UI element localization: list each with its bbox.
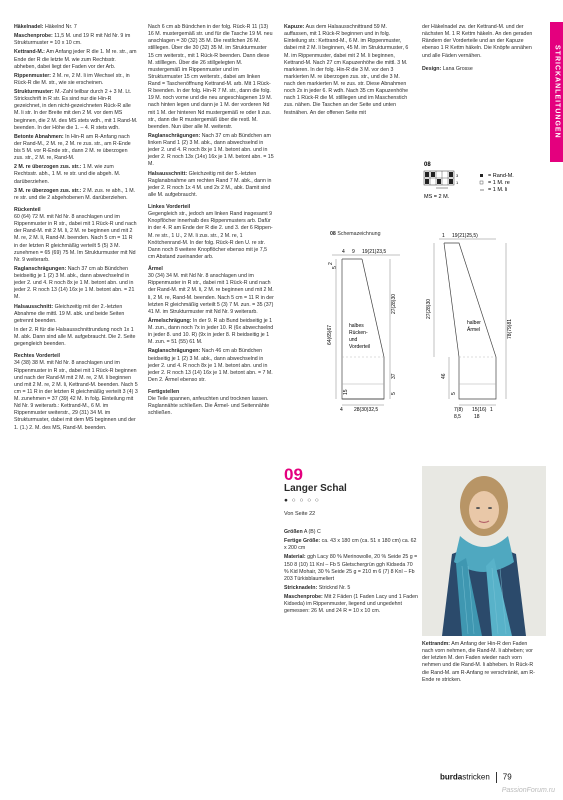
svg-text:5: 5 [332,266,338,269]
section-heading: Linkes Vorderteil [148,204,191,210]
body-text: Am Anfang der Hin-R den Faden nach vorn nehmen, die Rand-M. li abheben; vor der letzten M. den Faden wieder nach vorn nehmen und die Rand-M. li abheben. In Rück-R die Rand-M. am R-Anfang re verschränkt, am R-Ende re stricken. [422,641,535,683]
paragraph [14,207,138,264]
section-heading: Fertigstellen [148,389,180,395]
term: Kettrand-M.: [14,49,45,56]
body-text: Lana Grosse [442,65,473,72]
term: Fertige Größe: [284,538,321,545]
term: Stricknadeln: [284,584,318,591]
body-text: Nach 6 cm ab Bündchen in der folg. Rück-R 11 (13) 16 M. mustergemäß str. und für die Tasche 19 M. neu anschlagen = 30 (32) 35 M. Die restlichen 26 M. stilllegen. Über die 30 (32) 35 M. im Strukturmuster 15 cm weiterstr., mit 1 Rück-R beenden. Dann diese M. stilllegen. Über die 26 stillgelegten M. mustergemäß im Rippenmuster und im Strukturmuster 15 cm weiterstr., dabei am linken Rand = Taschenöffnung Kettrand-M. arb. Mit 1 Rück-R beenden. In der folg. Hin-R 7 M. str., dann die folg. 19 M. noch vorne und die neu angeschlagenen 19 M. nach hinten legen und dann je 1 M. der vorderen Nd mit 1 M. der hinteren Nd mustergemäß re oder li zus. str., dann die R mustergemäß über die restl. M. beenden. Nun über alle M. weiterstr. [148,24,273,130]
body-text: Gleichzeitig mit der 2.-letzten Abnahme die mittl. 19 M. abk. und beide Seiten getrennt beenden. [14,303,125,324]
svg-text:3: 3 [456,173,459,178]
body-text: Am Anfang jeder R die 1. M re. str., am Ende der R die letzte M. wie zum Rechtsstr. abheben, dabei liegt der Faden vor der Arb. [14,49,137,70]
svg-text:19(21)23,5: 19(21)23,5 [362,249,387,255]
paragraph [14,353,138,431]
paragraph [148,171,274,200]
sleeve-label: halber [467,320,481,326]
term: Raglanschrägungen: [148,348,201,355]
paragraph [148,318,274,347]
term: Rippenmuster: [14,72,52,79]
project-subtitle: Von Seite 22 [284,511,316,517]
body-text: A (B) C [303,529,321,535]
paragraph [148,24,274,131]
term: Kapuze: [284,24,305,30]
paragraph [14,24,138,31]
svg-text:1: 1 [442,233,445,239]
paragraph [148,389,274,418]
body-text: In der 2. R für die Halsausschnittrundung noch 1x 1 M. abk. Dann sind alle M. aufgebraucht. Die 2. Seite gegengleich beenden. [14,326,136,348]
svg-text:Vorderteil: Vorderteil [349,344,371,350]
svg-text:78(79)81: 78(79)81 [507,318,513,339]
paragraph [422,66,540,73]
svg-text:15: 15 [343,389,349,395]
body-label: halbes [349,323,364,329]
body-text: Mit 2 Fäden (1 Faden Lacy und 1 Faden Kidseda) im Rippenmuster, liegend und ungedehnt gemessen: 26 M. und 24 R = 10 x 10 cm. [284,594,418,615]
paragraph [284,585,418,592]
section-heading: Rückenteil [14,206,41,213]
legend-item: = 1 M. re [488,180,510,186]
body-text: 60 (64) 72 M. mit Nd Nr. 8 anschlagen und im Rippenmuster in R str., dabei mit 1 Rück-R und nach der Rand-M. mit 2 M. li, 2 M. re beginnen und mit 2 M. re, 2 M. li, Rand-M. beenden. Nach 5 cm = 11 R in der letzten R gleichmäßig verteilt 5 (5) 3 M. zunehmen = 65 (69) 75 M. Im Strukturmuster mit Nd Nr. 9 weiterarb. [14,214,137,263]
body-text: In Hin-R am R-Anfang nach der Rand-M., 2 M. re, 2 M. re zus. str., am R-Ende bis 5 M. vor R-Ende str., dann 2 M. re überzogen zus. str., 2 M. re, Rand-M. [14,133,131,162]
paragraph [422,24,540,60]
section-heading: Ärmel [148,266,163,272]
paragraph [284,594,418,615]
paragraph [14,266,138,302]
body-text: Gleichzeitig mit der 5.-letzten Raglanabnahme am rechten Rand 7 M. abk., dann in jeder 2. R noch 1x 4 M. und 2x 2 M., abk. Damit sind alle M. aufgebraucht. [148,170,272,198]
stitch-chart-grid [424,171,454,185]
svg-text:7(8): 7(8) [454,407,463,413]
paragraph [148,266,274,316]
body-text: Nach 37 cm ab Bündchen am linken Rand 1 (2) 3 M. abk., dann abwechselnd in jeder 2. und 4. R noch 8x je 1 M. betont abn. und in jeder 2. R noch 13x (14x) 16x je 1 M. betont abn. = 15 M. [148,132,274,168]
term: Raglanschrägungen: [14,265,67,272]
body-text: 30 (34) 34 M. mit Nd Nr. 8 anschlagen und im Rippenmuster in R str., dabei mit 1 Rück-R und nach der Rand-M. mit 2 M. li, 2 M. re beginnen und mit 2 M. li, 2 M. re, Rand-M. beenden. Nach 5 cm = 11 R in der letzten R gleichmäßig verteilt 5 (3) 7 M. zun. = 35 (37) 41 M. im Strukturmuster mit Nd Nr. 9 weiterarb. [148,273,274,315]
term: Maschenprobe: [284,594,323,600]
paragraph [14,134,138,163]
page-number: 79 [502,772,512,782]
column-3-bottom [284,529,418,615]
term: Design: [422,65,442,72]
body-text: Die Teile spannen, anfeuchten und trocknen lassen. Raglannähte schließen. Die Ärmel- und Seitennähte schließen. [148,396,270,417]
height-dim: 64(65)67 [327,324,333,345]
body-text: Häkelnd Nr. 7 [44,24,77,30]
body-text: Nach 46 cm ab Bündchen beidseitig je 1 (2) 3 M. abk., dann abwechselnd in jeder 2. und 4. R noch 8x je 1 M. betont abn. und in jeder 2. R noch 13 (14) 16x je 1 M. betont abn. = 7 M. Den 2. Ärmel ebenso str. [148,348,273,383]
paragraph [284,24,412,117]
svg-text:8,5: 8,5 [454,414,461,420]
body-text: der Häkelnadel zw. der Kettrand-M. und der nächsten M. 1 R Kettm häkeln. An den geraden Rändern der Vorderteile und an der Kapuze ebenso 1 R Kettm häkeln. Die Knöpfe annähen und alle Fäden vernähen. [422,24,533,59]
term: 3 M. re überzogen zus. str.: [14,187,82,194]
legend-number: 08 [424,162,431,168]
paragraph [148,348,274,384]
body-piece-outline [342,259,384,399]
column-2 [148,24,274,418]
term: Häkelnadel: [14,24,44,30]
body-text: In der 9. R ab Bund beidseitig je 1 M. zun., dann noch 7x in jeder 10. R (6x abwechselnd in jeder 8. und 10. R) (9x in jeder 8. R beidseitig je 1 M. zun. = 51 (55) 61 M. [148,317,274,346]
body-text: 2 M. zus. re abh., 1 M. re str. und die 2 abgehobenen M. darüberziehen. [14,187,136,201]
svg-text:1: 1 [490,407,493,413]
paragraph [14,49,138,70]
svg-text:15(16): 15(16) [472,407,487,413]
paragraph [14,327,138,348]
paragraph [14,164,138,185]
term: 2 M. re überzogen zus. str.: [14,164,82,171]
svg-text:1: 1 [456,180,459,185]
paragraph [14,73,138,87]
section-heading: Rechtes Vorderteil [14,353,61,360]
svg-text:9: 9 [352,249,355,255]
legend-item: = Rand-M. [488,173,514,179]
model-photo [422,466,546,636]
svg-text:Ärmel: Ärmel [467,327,481,333]
svg-text:27(28)30: 27(28)30 [391,293,397,314]
paragraph [14,33,138,47]
project-title: Langer Schal [284,483,347,494]
term: Größen [284,529,303,535]
body-text: ggh Lacy 80 % Merinowolle, 20 % Seide 25 g = 150 8 (10) 11 Knl – Fb 5 Gletschergrün ggh Kidseda 70 % Kid Mohair, 30 % Seide 25 g = 210 m 6 (7) 8 Knl – Fb 203 Türkisblaumeliert [284,554,418,582]
body-text: Stricknd Nr. 5 [318,584,351,591]
svg-text:18: 18 [474,414,480,420]
svg-text:Rücken-: Rücken- [349,330,368,336]
body-text: ca. 43 x 180 cm (ca. 51 x 180 cm) ca. 62 x 200 cm [284,538,417,552]
paragraph [422,641,540,684]
paragraph [284,529,418,536]
term: Halsausschnitt: [148,170,188,177]
project-number: 09 [284,465,303,484]
watermark: PassionForum.ru [501,787,555,795]
legend-item: = 1 M. li [488,187,508,193]
svg-text:2: 2 [328,262,334,265]
svg-text:5: 5 [391,392,397,395]
svg-text:46: 46 [441,373,447,379]
body-text: 11,5 M. und 19 R mit Nd Nr. 9 im Strukturmuster = 10 x 10 cm. [14,33,131,47]
schematic-drawing [284,229,554,441]
svg-text:27(28)30: 27(28)30 [426,298,432,319]
svg-text:19(21)25,5): 19(21)25,5) [452,233,478,239]
paragraph [14,89,138,132]
body-text: 34 (38) 38 M. mit Nd Nr. 8 anschlagen und im Rippenmuster in R str., dabei mit 1 Rück-R beginnen und nach der Rand-M mit 2 M. re, 2 M. li beginnen und mit 2 M. re, 2 M. li, Kettrand-M. beenden. Nach 5 cm = 11 R in der letzten R gleichmäßig verteilt 3 (4) 3 M. zunehmen = 37 (39) 42 M. In folg. Einteilung mit Nd Nr. 9 weiterarb.: Kettrand-M., 6 M. im Rippenmuster weiterstr., 29 (31) 34 M. im Strukturmuster, dabei mit dem MS beginnen und der 1. (1.) 2. M. des MS, Rand-M. beenden. [14,360,138,431]
paragraph [148,133,274,169]
difficulty-rating: ● ○ ○ ○ ○ [284,497,320,504]
stitch-chart-legend [422,157,552,207]
term: Betonte Abnahmen: [14,133,64,140]
paragraph [14,188,138,202]
brand-name: burda [440,772,463,782]
svg-text:4: 4 [340,407,343,413]
column-1 [14,24,138,432]
column-4 [422,24,540,73]
body-text: Gegengleich str., jedoch am linken Rand insgesamt 9 Knopflöcher innerhalb des Rippenmusters arb. Dafür in der 4. R am Ende der R die 2. und 3. der 6 Rippen-M. re str., 1 U., 2 M. li zus. str., 2 M. re, 1 Knötchenrand-M. In der folg. Rück-R den U. re str. Dann noch 8 weitere Knopflöcher ebenso mit je 7,5 cm Abstand zueinander arb. [148,211,273,260]
term: Strukturmuster: [14,89,54,95]
page-footer: burdastricken 79 [440,772,512,782]
body-text: M.-Zahl teilbar durch 2 + 3 M. Lt. Strickschrift in R str. Es sind nur die Hin-R gezeichnet, in den nicht-gezeichneten Rück-R alle M. li str. In der Breite mit den 2 M. vor dem MS beginnen, die 2 M. des MS stets wdh., mit 1 Rand-M. beenden. In der Höhe die 1. – 4. R stets wdh. [14,89,138,131]
svg-text:37: 37 [391,373,397,379]
side-tab: STRICKANLEITUNGEN [550,22,563,162]
column-4-bottom [422,641,540,684]
term: Ärmelschrägung: [148,317,192,324]
paragraph [148,204,274,261]
svg-text:4: 4 [342,249,345,255]
term: Raglanschrägungen: [148,132,201,139]
paragraph [284,554,418,583]
body-text: 1 M. wie zum Rechtsstr. abh., 1 M. re str. und die abgeh. M. darüberziehen. [14,164,121,185]
paragraph [14,304,138,325]
term: Halsausschnitt: [14,303,54,310]
body-text: 2 M. re, 2 M. li im Wechsel str., in Rück-R die M. str., wie sie erscheinen. [14,72,130,86]
svg-text:und: und [349,337,358,343]
term: Maschenprobe: [14,33,53,40]
schema-caption: 08 Schemazeichnung [330,231,381,237]
paragraph [284,538,418,552]
body-text: Nach 37 cm ab Bündchen beidseitig je 1 (2) 3 M. abk., dann abwechselnd in jeder 2. und 4. R noch 8x je 1 M. betont abn. und in jeder 2. R noch 13 (14) 16x je 1 M. betont abn. = 21 M. [14,265,135,301]
svg-text:28(30)32,5: 28(30)32,5 [354,407,379,413]
svg-text:5: 5 [451,392,457,395]
term: Kettrandm: [422,641,451,647]
term: Material: [284,554,306,561]
column-3 [284,24,412,117]
body-text: Aus dem Halsausschnittrand 59 M. auffassen, mit 1 Rück-R beginnen und in folg. Einteilung str.: Kettrand-M., 6 M. im Rippenmuster, dabei mit 2 M. li beginnen, 45 M. im Strukturmuster, 6 M. im Rippenmuster, dabei mit 2 M. li beginnen, Kettrand-M. Nach 27 cm Kapuzenhöhe die mittl. 3 M. markieren. In der folg. Hin-R die 3 M. vor den 3 markierten M. re überzogen zus. str., und die 3 M. nach den markierten M. re zus. str. Diese Abnahmen noch 2x in jeder 6. R wdh. Nach 35 cm Kapuzenhöhe nach 1 Rück-R die M. stilllegen und im Maschenstich zus. nähen. Die Taschen an der Seite und unten festnähen. An der offenen Seite mit [284,24,409,116]
legend-ms: MS = 2 M. [424,194,450,200]
